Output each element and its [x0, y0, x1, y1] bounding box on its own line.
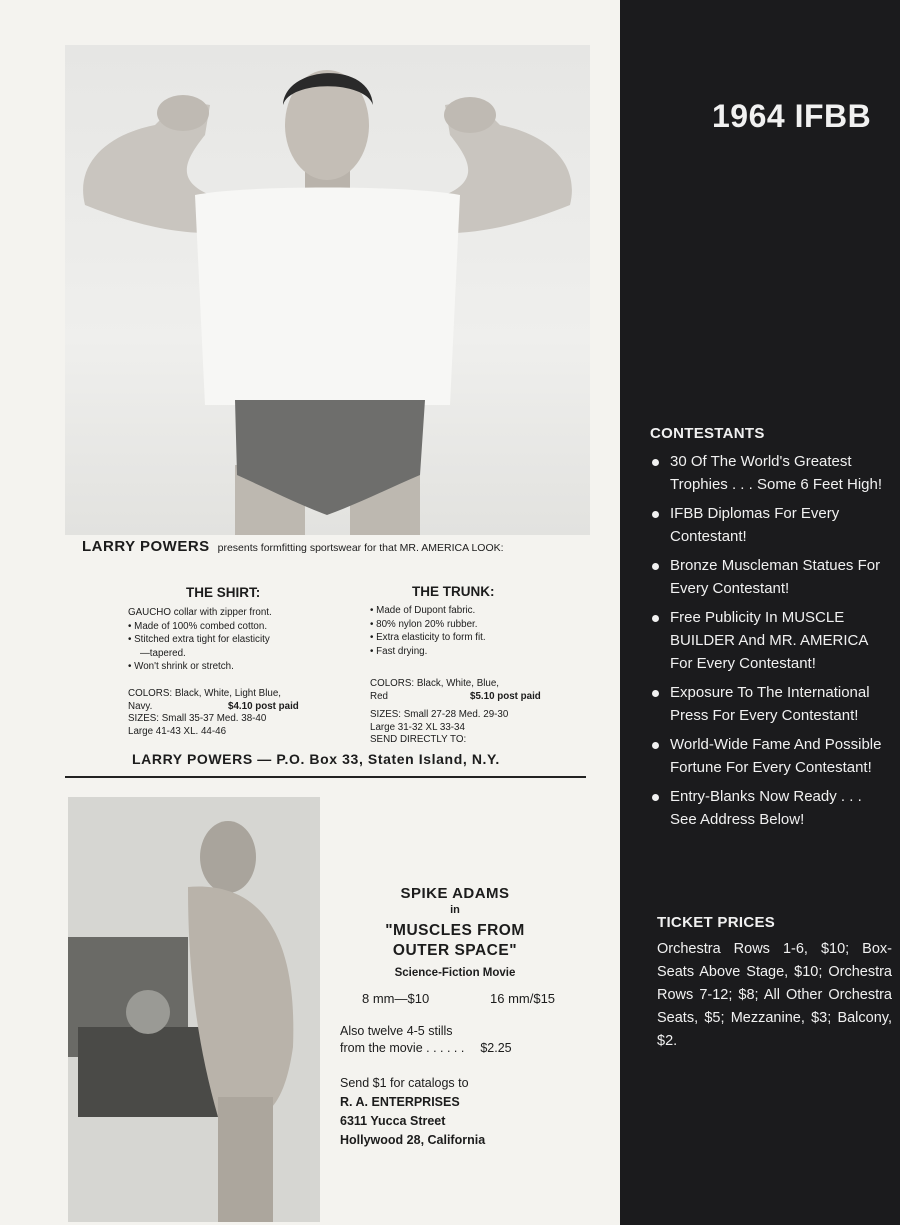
- brand-name: LARRY POWERS: [82, 538, 210, 555]
- list-item: [650, 606, 890, 675]
- shirt-feature: • Made of 100% combed cotton.: [128, 620, 268, 632]
- shirt-features: [128, 607, 343, 675]
- catalog-offer: [340, 1074, 600, 1150]
- shirt-sizes-line: Large 41-43 XL. 44-46: [128, 725, 227, 737]
- ticket-prices-heading: TICKET PRICES: [657, 914, 776, 931]
- list-item-text: Free Publicity In MUSCLE BUILDER And MR. AMERICA For Every Contestant!: [670, 609, 868, 672]
- contestant-benefits-list: [650, 450, 890, 837]
- contestants-heading: CONTESTANTS: [650, 425, 765, 442]
- trunk-colors-line: Red: [370, 690, 388, 702]
- photo-bodybuilder-flexing: [65, 45, 590, 535]
- shirt-colors-line: Navy.: [128, 700, 153, 712]
- movie-title-line: "MUSCLES FROM: [385, 922, 525, 939]
- list-item-text: Exposure To The International Press For Every Contestant!: [670, 684, 870, 724]
- price-8mm: 8 mm—$10: [362, 991, 430, 1006]
- list-item: [650, 733, 890, 779]
- list-item: [650, 681, 890, 727]
- list-item: [650, 785, 890, 831]
- movie-ad: [330, 885, 600, 1150]
- ifbb-sidebar: [620, 0, 900, 1225]
- trunk-feature: • Extra elasticity to form fit.: [370, 632, 486, 643]
- stills-price: $2.25: [480, 1041, 512, 1055]
- shirt-colors-sizes: [128, 688, 323, 738]
- bullet-icon: [652, 690, 659, 697]
- company-name: R. A. ENTERPRISES: [340, 1095, 460, 1109]
- company-city: Hollywood 28, California: [340, 1133, 486, 1147]
- mail-order-address: LARRY POWERS — P.O. Box 33, Staten Island, N.Y.: [132, 751, 500, 767]
- catalog-line: Send $1 for catalogs to: [340, 1076, 469, 1090]
- section-divider: [65, 776, 586, 778]
- movie-still-illustration: [68, 797, 320, 1222]
- trunk-colors-sizes: [370, 678, 570, 747]
- shirt-feature: • Stitched extra tight for elasticity: [128, 634, 270, 645]
- movie-genre: Science-Fiction Movie: [394, 967, 516, 979]
- bullet-icon: [652, 563, 659, 570]
- bullet-icon: [652, 511, 659, 518]
- trunk-heading: THE TRUNK:: [412, 584, 495, 599]
- trunk-sizes-line: SIZES: Small 27-28 Med. 29-30: [370, 709, 509, 720]
- stills-line: from the movie . . . . . .: [340, 1041, 465, 1055]
- company-street: 6311 Yucca Street: [340, 1114, 446, 1128]
- list-item-text: Entry-Blanks Now Ready . . . See Address Below!: [670, 788, 862, 828]
- star-name: SPIKE ADAMS: [400, 885, 510, 902]
- movie-title-line: OUTER SPACE": [392, 942, 518, 959]
- sidebar-title: 1964 IFBB: [712, 98, 872, 134]
- shirt-feature: GAUCHO collar with zipper front.: [128, 607, 272, 618]
- bullet-icon: [652, 459, 659, 466]
- stills-line: Also twelve 4-5 stills: [340, 1024, 453, 1038]
- shirt-heading: THE SHIRT:: [186, 585, 261, 600]
- trunk-send-line: SEND DIRECTLY TO:: [370, 734, 467, 745]
- list-item-text: Bronze Muscleman Statues For Every Contestant!: [670, 557, 881, 597]
- shirt-price: $4.10 post paid: [228, 700, 299, 712]
- movie-prices: [330, 991, 600, 1011]
- bullet-icon: [652, 742, 659, 749]
- trunk-feature: • Fast drying.: [370, 645, 428, 657]
- trunk-price: $5.10 post paid: [470, 690, 541, 702]
- photo-spike-adams: [68, 797, 320, 1222]
- trunk-colors-line: COLORS: Black, White, Blue,: [370, 678, 500, 689]
- price-16mm: 16 mm/$15: [490, 991, 556, 1006]
- bullet-icon: [652, 615, 659, 622]
- caption-text: presents formfitting sportswear for that MR. AMERICA LOOK:: [217, 542, 504, 554]
- ticket-prices-text: Orchestra Rows 1-6, $10; Box-Seats Above Stage, $10; Orchestra Rows 7-12; $8; All Other Orchestra Seats, $5; Mezzanine, $3; Balcony, $2.: [657, 941, 892, 1049]
- list-item-text: 30 Of The World's Greatest Trophies . . . Some 6 Feet High!: [670, 453, 883, 493]
- trunk-feature: • 80% nylon 20% rubber.: [370, 618, 478, 630]
- list-item: [650, 554, 890, 600]
- shirt-feature: • Won't shrink or stretch.: [128, 661, 234, 672]
- shirt-sizes-line: SIZES: Small 35-37 Med. 38-40: [128, 713, 267, 724]
- shirt-feature: —tapered.: [140, 647, 186, 659]
- list-item: [650, 450, 890, 496]
- list-item-text: World-Wide Fame And Possible Fortune For Every Contestant!: [670, 736, 882, 776]
- stills-offer: [340, 1023, 600, 1057]
- list-item-text: IFBB Diplomas For Every Contestant!: [670, 505, 840, 545]
- list-item: [650, 502, 890, 548]
- trunk-feature: • Made of Dupont fabric.: [370, 605, 476, 616]
- trunk-features: [370, 605, 570, 659]
- bullet-icon: [652, 794, 659, 801]
- ad-caption: [82, 538, 504, 555]
- in-label: in: [450, 904, 460, 916]
- flexing-figure-illustration: [65, 45, 590, 535]
- trunk-sizes-line: Large 31-32 XL 33-34: [370, 721, 465, 733]
- shirt-colors-line: COLORS: Black, White, Light Blue,: [128, 688, 281, 699]
